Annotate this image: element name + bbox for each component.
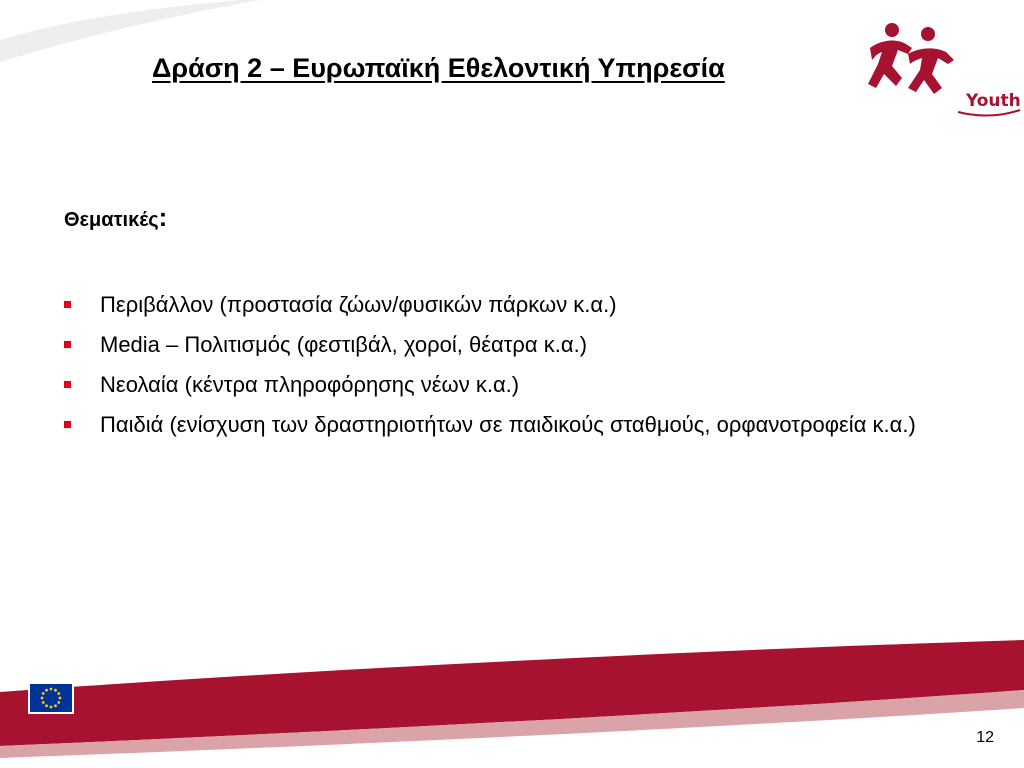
square-bullet-icon	[64, 381, 71, 388]
youth-logo-icon	[862, 18, 1022, 122]
square-bullet-icon	[64, 421, 71, 428]
bullet-text: Νεολαία (κέντρα πληροφόρησης νέων κ.α.)	[100, 372, 520, 397]
bullet-text: Παιδιά (ενίσχυση των δραστηριοτήτων σε παιδικούς σταθμούς, ορφανοτροφεία κ.α.)	[100, 412, 916, 437]
subheading-colon: :	[158, 202, 168, 232]
youth-logo-text: Youth	[966, 91, 1021, 111]
bullet-item	[64, 330, 944, 360]
bullet-item	[64, 290, 944, 320]
bullet-item	[64, 410, 944, 440]
subheading	[64, 202, 167, 233]
bullet-text: Media – Πολιτισμός (φεστιβάλ, χοροί, θέατρα κ.α.)	[100, 332, 588, 357]
subheading-text: Θεματικές	[64, 209, 159, 231]
slide-title: Δράση 2 – Ευρωπαϊκή Εθελοντική Υπηρεσία	[152, 53, 725, 83]
square-bullet-icon	[64, 341, 71, 348]
page-number: 12	[976, 729, 994, 746]
bullet-text: Περιβάλλον (προστασία ζώων/φυσικών πάρκων κ.α.)	[100, 292, 617, 317]
eu-flag-icon	[28, 682, 74, 714]
bullet-item	[64, 370, 944, 400]
square-bullet-icon	[64, 301, 71, 308]
footer-wave-decoration	[0, 630, 1024, 768]
bullet-list	[64, 290, 944, 450]
